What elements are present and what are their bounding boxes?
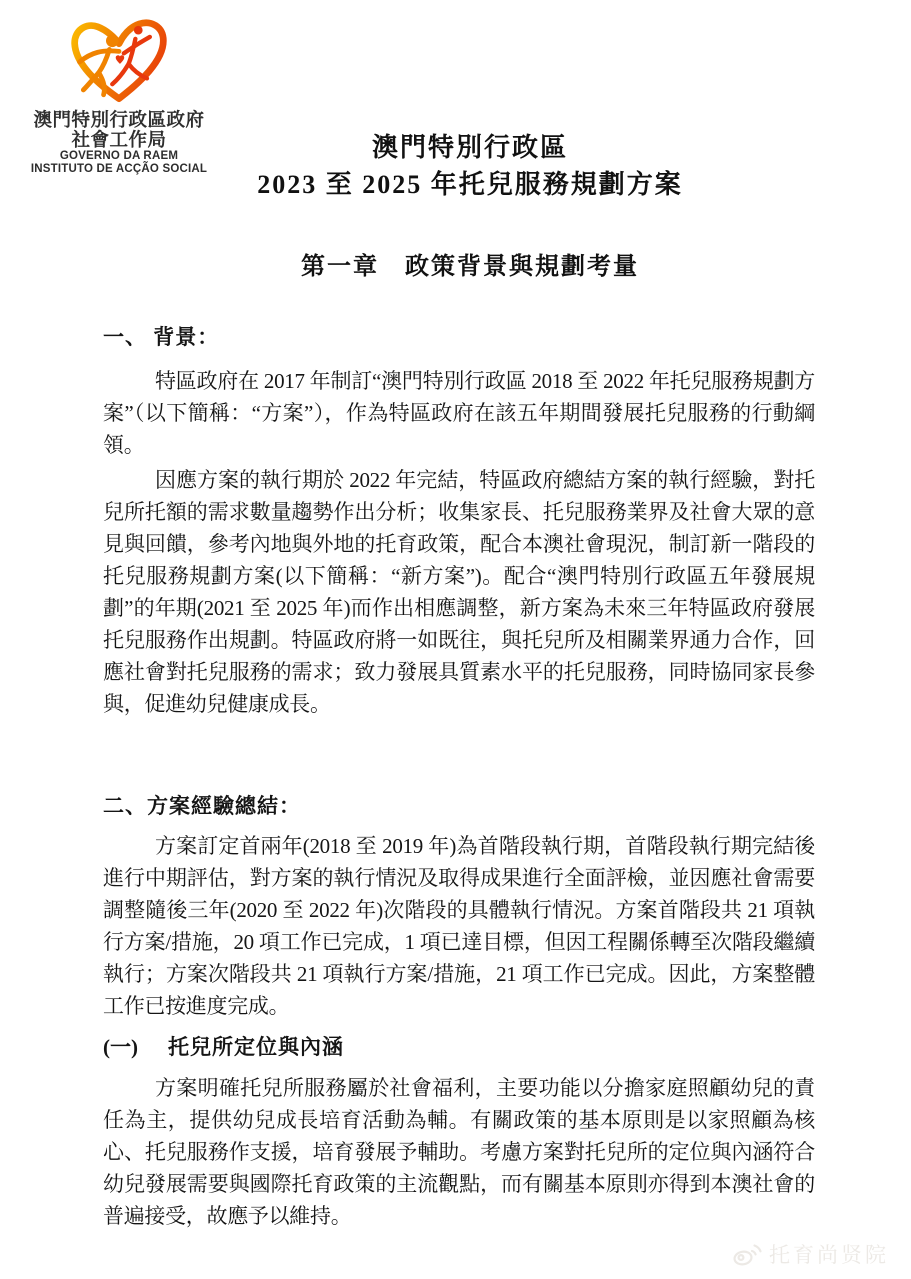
document-title [150, 129, 790, 203]
paragraph: 特區政府在 2017 年制訂“澳門特別行政區 2018 至 2022 年托兒服務規劃方案”（以下簡稱：“方案”），作為特區政府在該五年期間發展托兒服務的行動綱領。 [103, 369, 815, 457]
subsection-title: 托兒所定位與內涵 [168, 1035, 344, 1059]
paragraph: 方案明確托兒所服務屬於社會福利，主要功能以分擔家庭照顧幼兒的責任為主，提供幼兒成長培育活動為輔。有關政策的基本原則是以家照顧為核心、托兒服務作支援，培育發展予輔助。考慮方案對托兒所的定位與內涵符合幼兒發展需要與國際托育政策的主流觀點，而有關基本原則亦得到本澳社會的普遍接受，故應予以維持。 [103, 1076, 815, 1228]
subsection-heading [103, 1031, 815, 1061]
org-name-portuguese-line1: GOVERNO DA RAEM [59, 150, 179, 162]
title-line1: 澳門特別行政區 [371, 133, 568, 162]
paragraph: 方案訂定首兩年(2018 至 2019 年)為首階段執行期，首階段執行期完結後進行中期評估，對方案的執行情況及取得成果進行全面評檢，並因應社會需要調整隨後三年(2020 至 2022 年)次階段的具體執行情況。方案首階段共 21 項執行方案/措施，20 項工作已完成，1 項已達目標，但因工程關係轉至次階段繼續執行；方案次階段共 21 項執行方案/措施，21 項工作已完成。因此，方案整體工作已按進度完成。 [103, 834, 815, 1018]
ias-heart-logo [66, 16, 172, 108]
weibo-icon [732, 1241, 762, 1267]
watermark-text: 托育尚贤院 [769, 1244, 889, 1267]
org-name-chinese-line2: 社會工作局 [71, 129, 167, 150]
paragraph: 因應方案的執行期於 2022 年完結，特區政府總結方案的執行經驗，對托兒所托額的需求數量趨勢作出分析；收集家長、托兒服務業界及社會大眾的意見與回饋，參考內地與外地的托育政策，配合本澳社會現況，制訂新一階段的托兒服務規劃方案(以下簡稱：“新方案”)。配合“澳門特別行政區五年發展規劃”的年期(2021 至 2025 年)而作出相應調整，新方案為未來三年特區政府發展托兒服務作出規劃。特區政府將一如既往，與托兒所及相關業界通力合作，回應社會對托兒服務的需求；致力發展具質素水平的托兒服務，同時協同家長參與，促進幼兒健康成長。 [103, 468, 815, 716]
small-heart-icon [116, 55, 124, 64]
org-name-chinese-line1: 澳門特別行政區政府 [33, 109, 205, 130]
title-line2: 2023 至 2025 年托兒服務規劃方案 [257, 170, 683, 199]
subsection-number: (一) [103, 1035, 138, 1059]
section2-heading: 二、方案經驗總結： [103, 794, 301, 818]
section1-heading: 一、 背景： [103, 325, 220, 349]
watermark [732, 1239, 889, 1269]
org-name-portuguese-line2: INSTITUTO DE ACÇÃO SOCIAL [30, 162, 208, 175]
chapter-heading: 第一章 政策背景與規劃考量 [301, 254, 639, 280]
